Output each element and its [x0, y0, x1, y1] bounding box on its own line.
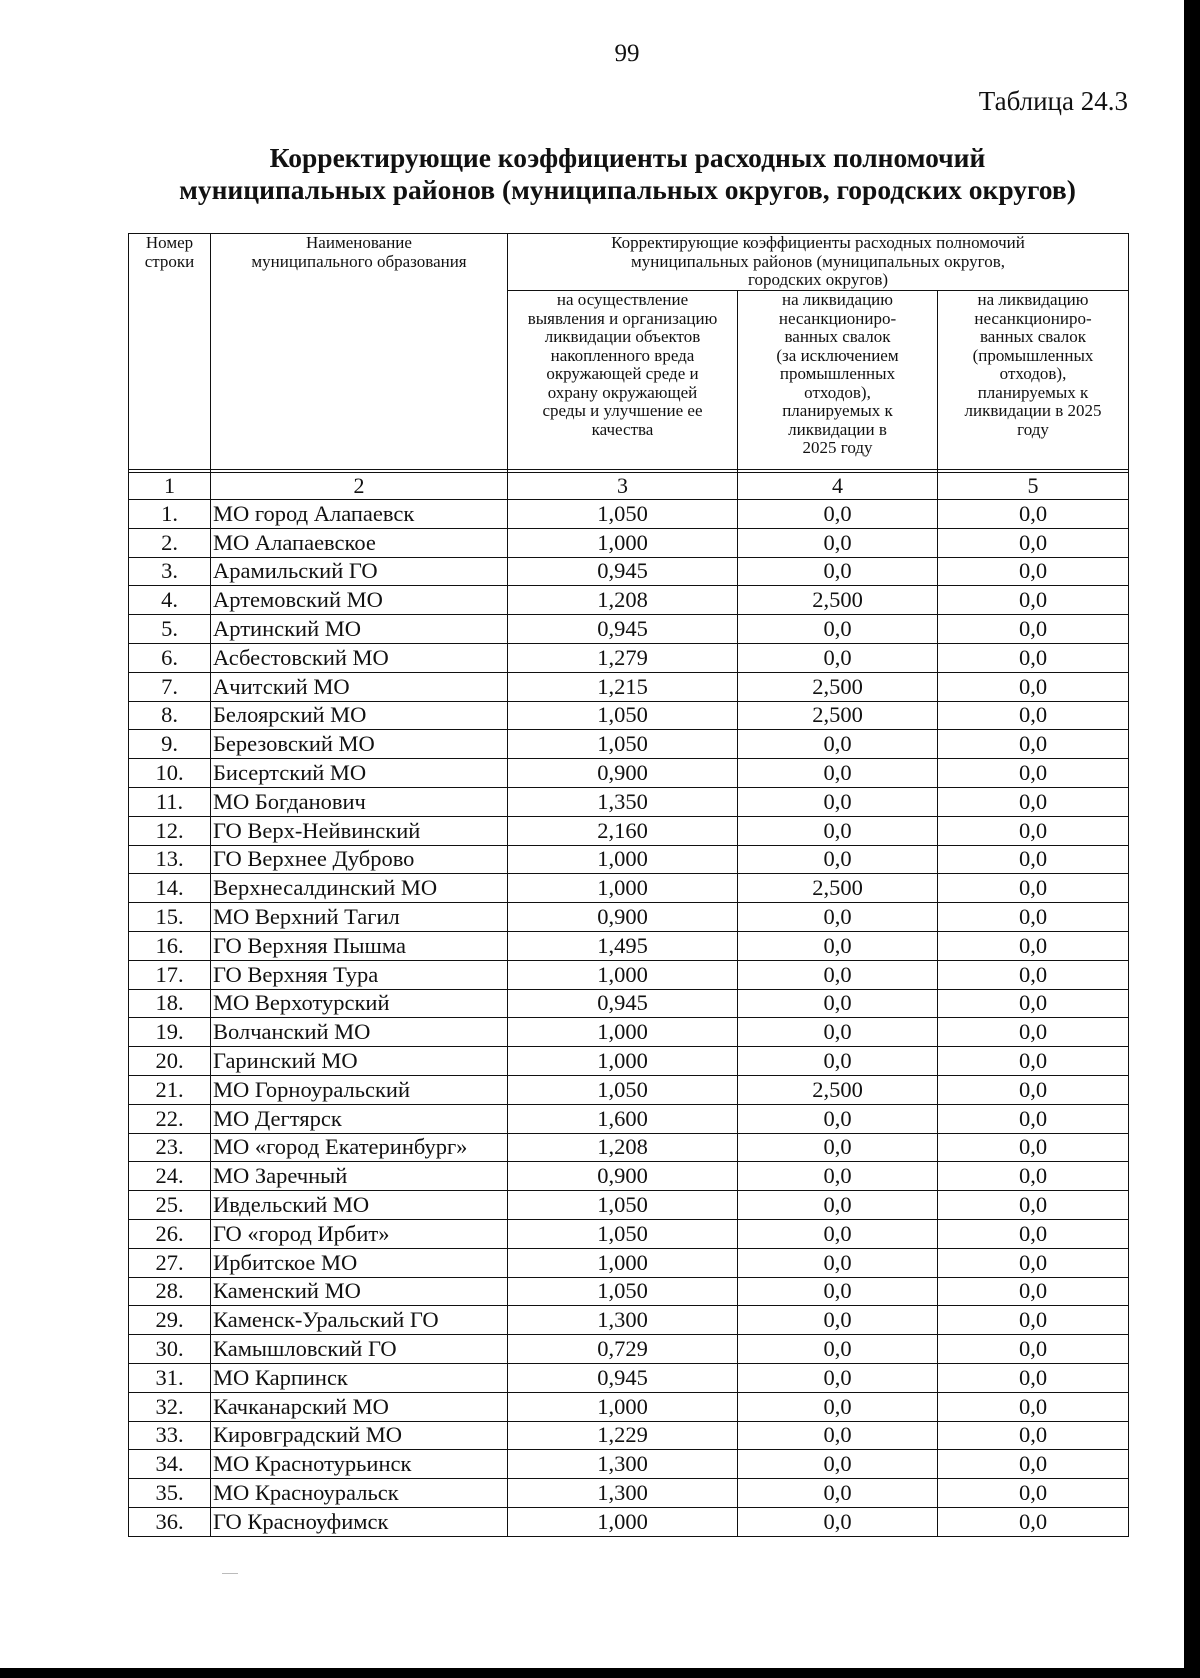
header-municipality-name: [211, 234, 508, 470]
coef-col5-cell: 0,0: [938, 1075, 1129, 1104]
scan-mark: [222, 1573, 238, 1574]
header-line: планируемых к: [977, 382, 1089, 402]
coefficients-table: [128, 233, 1129, 1537]
table-row: [129, 586, 1129, 615]
coef-col5-cell: 0,0: [938, 1104, 1129, 1133]
municipality-name-cell: МО Карпинск: [211, 1363, 508, 1392]
coef-col5-cell: 0,0: [938, 557, 1129, 586]
header-line: накопленного вреда: [550, 345, 695, 365]
coef-col5-cell: 0,0: [938, 1047, 1129, 1076]
municipality-name-cell: МО Верхний Тагил: [211, 903, 508, 932]
table-row: [129, 1162, 1129, 1191]
header-line: ликвидации в 2025: [964, 401, 1102, 420]
coef-col4-cell: 0,0: [738, 787, 938, 816]
row-number-cell: 23.: [129, 1133, 211, 1162]
table-row: [129, 989, 1129, 1018]
row-number-cell: 2.: [129, 528, 211, 557]
municipality-name-cell: Белоярский МО: [211, 701, 508, 730]
table-row: [129, 672, 1129, 701]
municipality-name-cell: Гаринский МО: [211, 1047, 508, 1076]
coef-col5-cell: 0,0: [938, 1162, 1129, 1191]
coef-col3-cell: 1,050: [508, 1075, 738, 1104]
table-row: [129, 615, 1129, 644]
row-number-cell: 31.: [129, 1363, 211, 1392]
row-number-cell: 20.: [129, 1047, 211, 1076]
coef-col3-cell: 1,050: [508, 500, 738, 529]
coef-col3-cell: 1,050: [508, 730, 738, 759]
municipality-name-cell: Каменский МО: [211, 1277, 508, 1306]
row-number-cell: 4.: [129, 586, 211, 615]
table-row: [129, 1507, 1129, 1536]
header-line: муниципальных районов (муниципальных округов,: [631, 251, 1005, 271]
municipality-name-cell: Ирбитское МО: [211, 1248, 508, 1277]
table-row: [129, 1363, 1129, 1392]
coef-col3-cell: 1,000: [508, 528, 738, 557]
row-number-cell: 24.: [129, 1162, 211, 1191]
municipality-name-cell: ГО Верх-Нейвинский: [211, 816, 508, 845]
coef-col5-cell: 0,0: [938, 1450, 1129, 1479]
coef-col4-cell: 0,0: [738, 989, 938, 1018]
coef-col5-cell: 0,0: [938, 1191, 1129, 1220]
coef-col3-cell: 1,000: [508, 1507, 738, 1536]
row-number-cell: 29.: [129, 1306, 211, 1335]
header-line: на осуществление: [556, 290, 689, 309]
table-label: Таблица 24.3: [978, 86, 1128, 116]
table-row: [129, 730, 1129, 759]
coef-col5-cell: 0,0: [938, 787, 1129, 816]
table-row: [129, 643, 1129, 672]
coef-col5-cell: 0,0: [938, 1306, 1129, 1335]
municipality-name-cell: Бисертский МО: [211, 759, 508, 788]
table-row: [129, 759, 1129, 788]
coef-col3-cell: 0,945: [508, 557, 738, 586]
row-number-cell: 6.: [129, 643, 211, 672]
table-row: [129, 528, 1129, 557]
municipality-name-cell: Каменск-Уральский ГО: [211, 1306, 508, 1335]
row-number-cell: 32.: [129, 1392, 211, 1421]
column-number: 5: [938, 473, 1129, 500]
coef-col5-cell: 0,0: [938, 989, 1129, 1018]
header-line: среды и улучшение ее: [542, 401, 703, 420]
coef-col3-cell: 0,900: [508, 759, 738, 788]
municipality-name-cell: Ивдельский МО: [211, 1191, 508, 1220]
column-number: 1: [129, 473, 211, 500]
header-coefficients-group: [508, 234, 1129, 291]
table-row: [129, 1421, 1129, 1450]
coef-col5-cell: 0,0: [938, 701, 1129, 730]
column-number: 3: [508, 473, 738, 500]
row-number-cell: 18.: [129, 989, 211, 1018]
header-line: ликвидации в: [788, 419, 887, 439]
coef-col5-cell: 0,0: [938, 1248, 1129, 1277]
coef-col5-cell: 0,0: [938, 615, 1129, 644]
coef-col5-cell: 0,0: [938, 874, 1129, 903]
row-number-cell: 19.: [129, 1018, 211, 1047]
coef-col5-cell: 0,0: [938, 1018, 1129, 1047]
coef-col4-cell: 0,0: [738, 931, 938, 960]
coef-col3-cell: 1,000: [508, 874, 738, 903]
header-line: (промышленных: [972, 345, 1094, 365]
row-number-cell: 27.: [129, 1248, 211, 1277]
table-row: [129, 1277, 1129, 1306]
coef-col4-cell: 0,0: [738, 1248, 938, 1277]
header-line: ликвидации объектов: [544, 327, 701, 346]
row-number-cell: 34.: [129, 1450, 211, 1479]
table-row: [129, 874, 1129, 903]
row-number-cell: 11.: [129, 787, 211, 816]
coef-col4-cell: 0,0: [738, 1335, 938, 1364]
header-line: ванных свалок: [980, 327, 1087, 346]
column-number: 2: [211, 473, 508, 500]
municipality-name-cell: ГО Верхнее Дуброво: [211, 845, 508, 874]
municipality-name-cell: МО Горноуральский: [211, 1075, 508, 1104]
coef-col4-cell: 0,0: [738, 1479, 938, 1508]
header-line: на ликвидацию: [782, 290, 893, 309]
row-number-cell: 12.: [129, 816, 211, 845]
coef-col3-cell: 0,945: [508, 1363, 738, 1392]
coef-col4-cell: 0,0: [738, 1392, 938, 1421]
row-number-cell: 36.: [129, 1507, 211, 1536]
row-number-cell: 7.: [129, 672, 211, 701]
coef-col5-cell: 0,0: [938, 586, 1129, 615]
coef-col4-cell: 0,0: [738, 730, 938, 759]
coef-col4-cell: 0,0: [738, 903, 938, 932]
table-row: [129, 1479, 1129, 1508]
header-line: муниципального образования: [251, 251, 467, 271]
coef-col4-cell: 0,0: [738, 1047, 938, 1076]
coef-col5-cell: 0,0: [938, 528, 1129, 557]
table-row: [129, 903, 1129, 932]
table-row: [129, 701, 1129, 730]
document-title: [110, 142, 1145, 206]
header-line: охрану окружающей: [547, 382, 698, 402]
table-row: [129, 1075, 1129, 1104]
coef-col3-cell: 2,160: [508, 816, 738, 845]
coef-col5-cell: 0,0: [938, 845, 1129, 874]
row-number-cell: 8.: [129, 701, 211, 730]
header-line: Корректирующие коэффициенты расходных полномочий: [611, 233, 1025, 252]
municipality-name-cell: ГО Красноуфимск: [211, 1507, 508, 1536]
coef-col4-cell: 0,0: [738, 557, 938, 586]
header-line: городских округов): [747, 270, 889, 289]
coef-col4-cell: 0,0: [738, 960, 938, 989]
municipality-name-cell: МО Дегтярск: [211, 1104, 508, 1133]
header-line: выявления и организацию: [527, 308, 718, 328]
header-line: 2025 году: [802, 438, 873, 457]
coef-col5-cell: 0,0: [938, 500, 1129, 529]
municipality-name-cell: Артемовский МО: [211, 586, 508, 615]
header-line: (за исключением: [776, 345, 899, 365]
coef-col3-cell: 1,050: [508, 1191, 738, 1220]
coef-col3-cell: 1,495: [508, 931, 738, 960]
table-row: [129, 1191, 1129, 1220]
header-line: году: [1017, 419, 1049, 439]
coef-col5-cell: 0,0: [938, 1335, 1129, 1364]
title-line: муниципальных районов (муниципальных округов, городских округов): [179, 174, 1076, 205]
municipality-name-cell: МО Красноуральск: [211, 1479, 508, 1508]
coef-col5-cell: 0,0: [938, 1363, 1129, 1392]
header-col3: [508, 291, 738, 470]
row-number-cell: 5.: [129, 615, 211, 644]
coef-col5-cell: 0,0: [938, 730, 1129, 759]
municipality-name-cell: МО Алапаевское: [211, 528, 508, 557]
page-number: 99: [614, 40, 640, 67]
row-number-cell: 22.: [129, 1104, 211, 1133]
coef-col5-cell: 0,0: [938, 1392, 1129, 1421]
municipality-name-cell: Арамильский ГО: [211, 557, 508, 586]
table-row: [129, 1219, 1129, 1248]
coef-col3-cell: 1,050: [508, 701, 738, 730]
coef-col5-cell: 0,0: [938, 1507, 1129, 1536]
header-line: отходов),: [999, 364, 1067, 383]
municipality-name-cell: Артинский МО: [211, 615, 508, 644]
table-row: [129, 1450, 1129, 1479]
coef-col3-cell: 1,215: [508, 672, 738, 701]
coef-col4-cell: 0,0: [738, 1507, 938, 1536]
coef-col3-cell: 1,000: [508, 1392, 738, 1421]
coef-col3-cell: 1,000: [508, 1248, 738, 1277]
coef-col4-cell: 2,500: [738, 1075, 938, 1104]
table-row: [129, 1335, 1129, 1364]
coef-col3-cell: 1,279: [508, 643, 738, 672]
coef-col4-cell: 2,500: [738, 701, 938, 730]
column-number-row: [129, 473, 1129, 500]
table-row: [129, 845, 1129, 874]
municipality-name-cell: ГО Верхняя Тура: [211, 960, 508, 989]
scan-border-bottom: [0, 1668, 1200, 1678]
coef-col3-cell: 1,000: [508, 1018, 738, 1047]
municipality-name-cell: Березовский МО: [211, 730, 508, 759]
coef-col4-cell: 0,0: [738, 1191, 938, 1220]
coef-col3-cell: 1,050: [508, 1219, 738, 1248]
row-number-cell: 15.: [129, 903, 211, 932]
row-number-cell: 10.: [129, 759, 211, 788]
municipality-name-cell: ГО «город Ирбит»: [211, 1219, 508, 1248]
coef-col4-cell: 0,0: [738, 845, 938, 874]
coef-col4-cell: 0,0: [738, 1162, 938, 1191]
coef-col4-cell: 0,0: [738, 1421, 938, 1450]
coef-col4-cell: 0,0: [738, 1133, 938, 1162]
coef-col5-cell: 0,0: [938, 960, 1129, 989]
coef-col3-cell: 1,000: [508, 1047, 738, 1076]
header-line: окружающей среде и: [546, 364, 699, 383]
row-number-cell: 30.: [129, 1335, 211, 1364]
coef-col5-cell: 0,0: [938, 759, 1129, 788]
coef-col4-cell: 2,500: [738, 586, 938, 615]
header-line: ванных свалок: [784, 327, 891, 346]
coef-col5-cell: 0,0: [938, 1479, 1129, 1508]
coef-col3-cell: 1,300: [508, 1450, 738, 1479]
municipality-name-cell: ГО Верхняя Пышма: [211, 931, 508, 960]
header-line: качества: [591, 419, 654, 439]
municipality-name-cell: МО город Алапаевск: [211, 500, 508, 529]
coef-col5-cell: 0,0: [938, 816, 1129, 845]
coef-col4-cell: 0,0: [738, 1277, 938, 1306]
coef-col3-cell: 0,729: [508, 1335, 738, 1364]
header-line: Наименование: [306, 233, 412, 252]
table-row: [129, 1018, 1129, 1047]
table-row: [129, 816, 1129, 845]
table-row: [129, 960, 1129, 989]
row-number-cell: 35.: [129, 1479, 211, 1508]
coef-col3-cell: 0,945: [508, 615, 738, 644]
coef-col5-cell: 0,0: [938, 1421, 1129, 1450]
coef-col3-cell: 1,300: [508, 1479, 738, 1508]
coef-col4-cell: 0,0: [738, 643, 938, 672]
coef-col5-cell: 0,0: [938, 931, 1129, 960]
coef-col4-cell: 0,0: [738, 1219, 938, 1248]
header-line: промышленных: [779, 364, 896, 383]
table-row: [129, 931, 1129, 960]
header-line: несанкциониро-: [974, 308, 1092, 328]
scan-border-right: [1184, 0, 1200, 1678]
row-number-cell: 28.: [129, 1277, 211, 1306]
coef-col4-cell: 2,500: [738, 874, 938, 903]
municipality-name-cell: МО «город Екатеринбург»: [211, 1133, 508, 1162]
table-row: [129, 1047, 1129, 1076]
header-line: планируемых к: [782, 401, 893, 420]
municipality-name-cell: МО Краснотурьинск: [211, 1450, 508, 1479]
row-number-cell: 14.: [129, 874, 211, 903]
row-number-cell: 13.: [129, 845, 211, 874]
row-number-cell: 21.: [129, 1075, 211, 1104]
municipality-name-cell: Верхнесалдинский МО: [211, 874, 508, 903]
municipality-name-cell: МО Верхотурский: [211, 989, 508, 1018]
coef-col5-cell: 0,0: [938, 1277, 1129, 1306]
header-row-number: [129, 234, 211, 470]
coef-col4-cell: 0,0: [738, 500, 938, 529]
row-number-cell: 9.: [129, 730, 211, 759]
table-row: [129, 557, 1129, 586]
table-row: [129, 1392, 1129, 1421]
coef-col4-cell: 0,0: [738, 615, 938, 644]
coef-col3-cell: 0,945: [508, 989, 738, 1018]
municipality-name-cell: Качканарский МО: [211, 1392, 508, 1421]
coef-col4-cell: 0,0: [738, 1018, 938, 1047]
row-number-cell: 3.: [129, 557, 211, 586]
coef-col4-cell: 0,0: [738, 528, 938, 557]
coef-col5-cell: 0,0: [938, 903, 1129, 932]
header-line: отходов),: [804, 382, 871, 402]
row-number-cell: 25.: [129, 1191, 211, 1220]
table-row: [129, 1104, 1129, 1133]
coef-col5-cell: 0,0: [938, 1219, 1129, 1248]
table-row: [129, 1306, 1129, 1335]
coef-col4-cell: 0,0: [738, 1306, 938, 1335]
municipality-name-cell: Волчанский МО: [211, 1018, 508, 1047]
header-line: строки: [144, 251, 195, 271]
municipality-name-cell: Кировградский МО: [211, 1421, 508, 1450]
coef-col3-cell: 1,050: [508, 1277, 738, 1306]
municipality-name-cell: Ачитский МО: [211, 672, 508, 701]
row-number-cell: 1.: [129, 500, 211, 529]
coef-col3-cell: 0,900: [508, 1162, 738, 1191]
table-row: [129, 787, 1129, 816]
coef-col4-cell: 0,0: [738, 1450, 938, 1479]
coef-col3-cell: 0,900: [508, 903, 738, 932]
coef-col3-cell: 1,000: [508, 845, 738, 874]
row-number-cell: 16.: [129, 931, 211, 960]
coef-col3-cell: 1,208: [508, 1133, 738, 1162]
coef-col3-cell: 1,300: [508, 1306, 738, 1335]
header-line: несанкциониро-: [778, 308, 897, 328]
coef-col3-cell: 1,000: [508, 960, 738, 989]
header-col4: [738, 291, 938, 470]
municipality-name-cell: МО Богданович: [211, 787, 508, 816]
row-number-cell: 33.: [129, 1421, 211, 1450]
coef-col4-cell: 0,0: [738, 1104, 938, 1133]
title-line: Корректирующие коэффициенты расходных полномочий: [269, 142, 986, 173]
coef-col3-cell: 1,350: [508, 787, 738, 816]
table-row: [129, 1248, 1129, 1277]
coef-col3-cell: 1,208: [508, 586, 738, 615]
coef-col4-cell: 0,0: [738, 1363, 938, 1392]
coef-col3-cell: 1,229: [508, 1421, 738, 1450]
municipality-name-cell: МО Заречный: [211, 1162, 508, 1191]
header-line: на ликвидацию: [977, 290, 1089, 309]
municipality-name-cell: Камышловский ГО: [211, 1335, 508, 1364]
municipality-name-cell: Асбестовский МО: [211, 643, 508, 672]
row-number-cell: 26.: [129, 1219, 211, 1248]
coef-col4-cell: 0,0: [738, 816, 938, 845]
coef-col3-cell: 1,600: [508, 1104, 738, 1133]
table-row: [129, 500, 1129, 529]
coef-col5-cell: 0,0: [938, 1133, 1129, 1162]
coef-col4-cell: 2,500: [738, 672, 938, 701]
coef-col4-cell: 0,0: [738, 759, 938, 788]
column-number: 4: [738, 473, 938, 500]
table-row: [129, 1133, 1129, 1162]
coef-col5-cell: 0,0: [938, 672, 1129, 701]
header-line: Номер: [145, 233, 194, 252]
header-col5: [938, 291, 1129, 470]
row-number-cell: 17.: [129, 960, 211, 989]
coef-col5-cell: 0,0: [938, 643, 1129, 672]
